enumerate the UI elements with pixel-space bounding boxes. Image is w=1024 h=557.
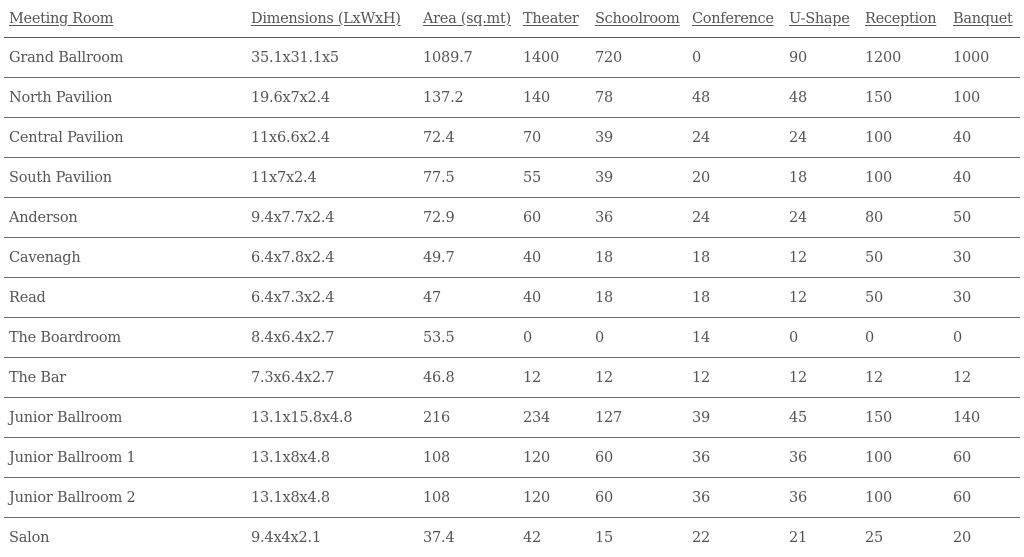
sort-link-theater[interactable]: Theater (523, 10, 579, 27)
cell-banquet: 60 (948, 478, 1020, 518)
cell-conference: 24 (687, 198, 784, 238)
cell-theater: 70 (518, 118, 590, 158)
cell-u-shape: 36 (784, 438, 860, 478)
cell-banquet: 40 (948, 118, 1020, 158)
cell-schoolroom: 78 (590, 78, 687, 118)
cell-theater: 42 (523, 529, 542, 546)
table-row (4, 78, 1020, 118)
header-cell-area (418, 0, 518, 38)
table-row (4, 318, 1020, 358)
cell-reception: 80 (860, 198, 948, 238)
sort-link-schoolroom[interactable]: Schoolroom (595, 10, 680, 27)
cell-reception: 100 (860, 478, 948, 518)
table-row (4, 118, 1020, 158)
cell-dimensions: 9.4x4x2.1 (251, 529, 321, 546)
cell-banquet: 50 (948, 198, 1020, 238)
cell-area: 49.7 (418, 238, 518, 278)
cell-banquet: 0 (948, 318, 1020, 358)
cell-area: 216 (418, 398, 518, 438)
cell-theater: 120 (518, 438, 590, 478)
cell-u-shape: 90 (784, 38, 860, 78)
header-row (4, 0, 1020, 38)
meeting-rooms-table (4, 0, 1020, 557)
cell-area: 137.2 (418, 78, 518, 118)
cell-schoolroom: 60 (590, 438, 687, 478)
cell-theater: 55 (518, 158, 590, 198)
cell-schoolroom: 0 (590, 318, 687, 358)
cell-conference: 18 (687, 238, 784, 278)
cell-schoolroom: 127 (590, 398, 687, 438)
cell-banquet: 30 (948, 238, 1020, 278)
cell-u-shape: 24 (784, 118, 860, 158)
cell-conference: 20 (687, 158, 784, 198)
cell-reception: 0 (860, 318, 948, 358)
cell-schoolroom: 18 (590, 238, 687, 278)
cell-theater: 140 (518, 78, 590, 118)
table-body (4, 38, 1020, 557)
header-cell-u-shape (784, 0, 860, 38)
cell-dimensions: 13.1x15.8x4.8 (246, 398, 418, 438)
cell-theater: 234 (518, 398, 590, 438)
cell-area: 47 (418, 278, 518, 318)
cell-room-name: Junior Ballroom 2 (4, 478, 246, 518)
cell-area: 77.5 (418, 158, 518, 198)
cell-theater: 1400 (518, 38, 590, 78)
cell-room-name: Junior Ballroom 1 (4, 438, 246, 478)
cell-dimensions: 35.1x31.1x5 (246, 38, 418, 78)
cell-reception: 25 (865, 529, 884, 546)
cell-conference: 12 (687, 358, 784, 398)
cell-schoolroom: 36 (590, 198, 687, 238)
cell-area: 72.9 (418, 198, 518, 238)
table-row (4, 478, 1020, 518)
header-cell-banquet (948, 0, 1020, 38)
cell-area: 46.8 (418, 358, 518, 398)
cell-banquet: 12 (948, 358, 1020, 398)
cell-theater: 12 (518, 358, 590, 398)
header-cell-meeting-room (4, 0, 246, 38)
cell-theater: 40 (518, 238, 590, 278)
cell-reception: 50 (860, 238, 948, 278)
cell-area: 37.4 (423, 529, 455, 546)
cell-room-name: The Boardroom (4, 318, 246, 358)
cell-banquet: 1000 (948, 38, 1020, 78)
cell-reception: 12 (860, 358, 948, 398)
cell-schoolroom: 60 (590, 478, 687, 518)
cell-reception: 1200 (860, 38, 948, 78)
cell-area: 108 (418, 478, 518, 518)
sort-link-reception[interactable]: Reception (865, 10, 937, 27)
cell-dimensions: 11x6.6x2.4 (246, 118, 418, 158)
cell-dimensions: 9.4x7.7x2.4 (246, 198, 418, 238)
table-row (4, 158, 1020, 198)
cell-reception: 50 (860, 278, 948, 318)
cell-reception: 100 (860, 118, 948, 158)
cell-conference: 36 (687, 478, 784, 518)
cell-conference: 36 (687, 438, 784, 478)
cell-room-name: Junior Ballroom (4, 398, 246, 438)
cell-schoolroom: 720 (590, 38, 687, 78)
header-cell-dimensions (246, 0, 418, 38)
cell-dimensions: 13.1x8x4.8 (246, 478, 418, 518)
cell-reception: 150 (860, 78, 948, 118)
cell-theater: 0 (518, 318, 590, 358)
cell-theater: 60 (518, 198, 590, 238)
cell-room-name: North Pavilion (4, 78, 246, 118)
cell-u-shape: 18 (784, 158, 860, 198)
cell-conference: 14 (687, 318, 784, 358)
table-row (4, 398, 1020, 438)
cell-schoolroom: 39 (590, 158, 687, 198)
cell-banquet: 40 (948, 158, 1020, 198)
cell-reception: 100 (860, 438, 948, 478)
header-cell-schoolroom (590, 0, 687, 38)
cell-banquet: 20 (953, 529, 972, 546)
cell-area: 53.5 (418, 318, 518, 358)
cell-schoolroom: 39 (590, 118, 687, 158)
cell-room-name: Read (4, 278, 246, 318)
cell-dimensions: 8.4x6.4x2.7 (246, 318, 418, 358)
sort-link-u-shape[interactable]: U-Shape (789, 10, 850, 27)
sort-link-banquet[interactable]: Banquet (953, 10, 1013, 27)
cell-room-name: South Pavilion (4, 158, 246, 198)
cell-theater: 120 (518, 478, 590, 518)
header-cell-theater (518, 0, 590, 38)
table-row (4, 278, 1020, 318)
cell-conference: 24 (687, 118, 784, 158)
cell-conference: 18 (687, 278, 784, 318)
cell-schoolroom: 12 (590, 358, 687, 398)
cell-u-shape: 12 (784, 358, 860, 398)
table-row (4, 198, 1020, 238)
cell-dimensions: 13.1x8x4.8 (246, 438, 418, 478)
sort-link-area[interactable]: Area (sq.mt) (423, 10, 511, 27)
cell-u-shape: 24 (784, 198, 860, 238)
cell-conference: 39 (687, 398, 784, 438)
cell-room-name: Anderson (4, 198, 246, 238)
cell-room-name: The Bar (4, 358, 246, 398)
cell-u-shape: 21 (789, 529, 808, 546)
cell-schoolroom: 18 (590, 278, 687, 318)
cell-u-shape: 12 (784, 238, 860, 278)
cell-u-shape: 0 (784, 318, 860, 358)
cell-conference: 22 (692, 529, 711, 546)
cell-u-shape: 48 (784, 78, 860, 118)
cell-conference: 48 (687, 78, 784, 118)
table-row (4, 438, 1020, 478)
cell-banquet: 100 (948, 78, 1020, 118)
cell-area: 1089.7 (418, 38, 518, 78)
cell-room-name: Grand Ballroom (4, 38, 246, 78)
cell-u-shape: 36 (784, 478, 860, 518)
table-row (4, 518, 1020, 557)
cell-dimensions: 19.6x7x2.4 (246, 78, 418, 118)
cell-conference: 0 (687, 38, 784, 78)
cell-dimensions: 6.4x7.8x2.4 (246, 238, 418, 278)
sort-link-meeting-room[interactable]: Meeting Room (9, 10, 114, 27)
cell-banquet: 60 (948, 438, 1020, 478)
table-row (4, 238, 1020, 278)
cell-u-shape: 12 (784, 278, 860, 318)
table-row (4, 38, 1020, 78)
cell-u-shape: 45 (784, 398, 860, 438)
cell-banquet: 140 (948, 398, 1020, 438)
cell-reception: 100 (860, 158, 948, 198)
cell-dimensions: 6.4x7.3x2.4 (246, 278, 418, 318)
cell-theater: 40 (518, 278, 590, 318)
cell-banquet: 30 (948, 278, 1020, 318)
cell-room-name: Central Pavilion (4, 118, 246, 158)
table-row (4, 358, 1020, 398)
cell-reception: 150 (860, 398, 948, 438)
cell-dimensions: 7.3x6.4x2.7 (246, 358, 418, 398)
cell-room-name: Cavenagh (4, 238, 246, 278)
cell-area: 108 (418, 438, 518, 478)
cell-area: 72.4 (418, 118, 518, 158)
cell-room-name: Salon (9, 529, 50, 546)
sort-link-conference[interactable]: Conference (692, 10, 774, 27)
header-cell-reception (860, 0, 948, 38)
sort-link-dimensions[interactable]: Dimensions (LxWxH) (251, 10, 401, 27)
header-cell-conference (687, 0, 784, 38)
cell-schoolroom: 15 (595, 529, 614, 546)
table-header (4, 0, 1020, 38)
cell-dimensions: 11x7x2.4 (246, 158, 418, 198)
